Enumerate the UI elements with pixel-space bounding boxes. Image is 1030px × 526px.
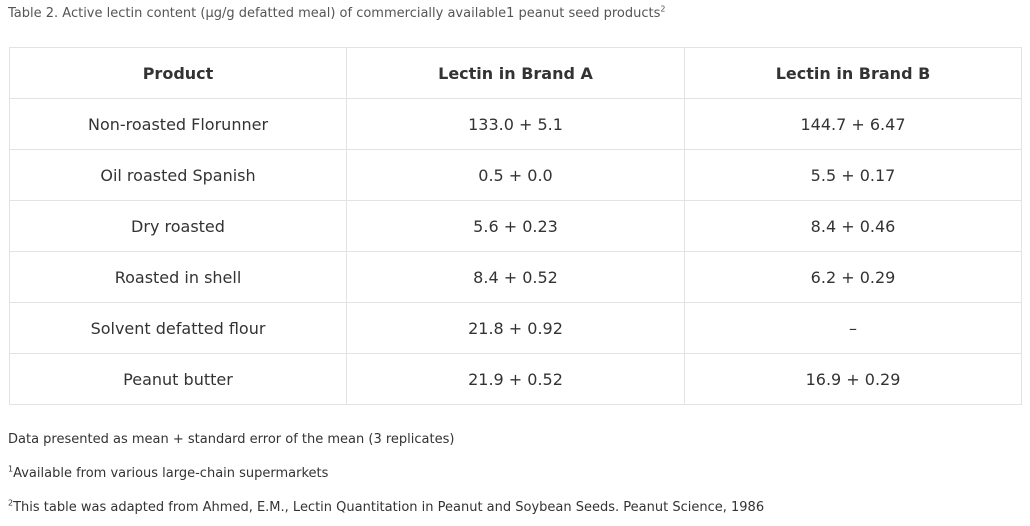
footnote-superscript: 2 [8, 498, 14, 508]
table-caption [8, 6, 666, 21]
table-row [10, 303, 1022, 354]
cell-product: Solvent defatted flour [10, 303, 347, 354]
footnote-text: This table was adapted from Ahmed, E.M., Lectin Quantitation in Peanut and Soybean Seeds. Peanut Science, 1986 [13, 500, 765, 515]
cell-brand-b: – [685, 303, 1022, 354]
cell-brand-b: 5.5 + 0.17 [685, 150, 1022, 201]
footnote-text: Data presented as mean + standard error of the mean (3 replicates) [8, 432, 455, 447]
cell-brand-a: 0.5 + 0.0 [347, 150, 685, 201]
table-header-row [10, 48, 1022, 99]
table-row [10, 150, 1022, 201]
footnote-source [8, 500, 764, 515]
header-brand-b: Lectin in Brand B [685, 48, 1022, 99]
cell-brand-a: 133.0 + 5.1 [347, 99, 685, 150]
header-brand-a: Lectin in Brand A [347, 48, 685, 99]
cell-brand-a: 8.4 + 0.52 [347, 252, 685, 303]
table-row [10, 354, 1022, 405]
table-row [10, 201, 1022, 252]
cell-brand-b: 144.7 + 6.47 [685, 99, 1022, 150]
cell-brand-a: 5.6 + 0.23 [347, 201, 685, 252]
cell-brand-b: 6.2 + 0.29 [685, 252, 1022, 303]
header-product: Product [10, 48, 347, 99]
cell-product: Oil roasted Spanish [10, 150, 347, 201]
footnote-superscript: 1 [8, 464, 14, 474]
cell-product: Peanut butter [10, 354, 347, 405]
cell-brand-a: 21.8 + 0.92 [347, 303, 685, 354]
table-container [9, 47, 1021, 405]
footnote-data-presentation [8, 432, 454, 447]
cell-brand-b: 16.9 + 0.29 [685, 354, 1022, 405]
table-caption-text: Table 2. Active lectin content (µg/g defatted meal) of commercially available1 peanut seed products [8, 6, 661, 21]
footnote-availability [8, 466, 328, 481]
cell-product: Dry roasted [10, 201, 347, 252]
footnote-text: Available from various large-chain supermarkets [13, 466, 329, 481]
cell-product: Roasted in shell [10, 252, 347, 303]
cell-brand-a: 21.9 + 0.52 [347, 354, 685, 405]
table-row [10, 99, 1022, 150]
table-row [10, 252, 1022, 303]
cell-product: Non-roasted Florunner [10, 99, 347, 150]
table-caption-superscript: 2 [660, 4, 666, 14]
cell-brand-b: 8.4 + 0.46 [685, 201, 1022, 252]
lectin-table [9, 47, 1022, 405]
